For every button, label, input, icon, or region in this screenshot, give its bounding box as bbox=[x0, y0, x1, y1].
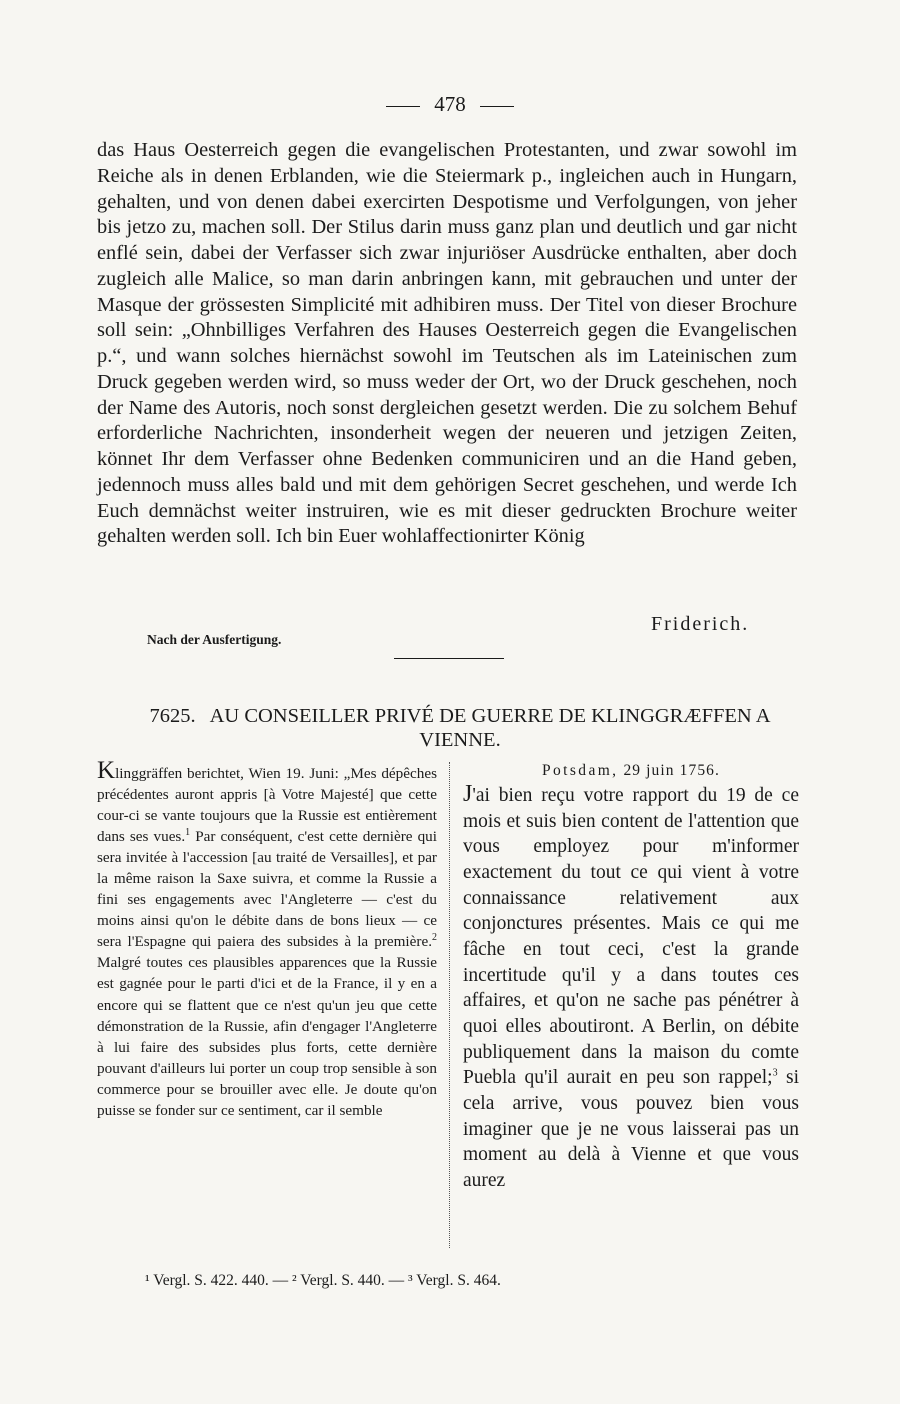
dateline bbox=[463, 760, 799, 782]
report-initial: K bbox=[97, 757, 116, 784]
letter-continuation bbox=[97, 138, 797, 550]
dateline-date: 29 juin 1756. bbox=[623, 762, 720, 779]
dateline-place: Potsdam, bbox=[541, 762, 619, 779]
source-note: Nach der Ausfertigung. bbox=[147, 632, 282, 647]
footnote-ref-1: 1 bbox=[185, 827, 191, 839]
report-text-3: Malgré toutes ces plausibles apparences que la Russie est gagnée pour le parti d'ici et de la France, il y en a encore qui se flattent que ce n'est qu'un jeu que cette démonstration de la Russie, afin d'engager l'Angleterre à lui faire des subsides plus forts, cette dernière pouvant d'ailleurs lui porter un coup trop sensible à son commerce pour se brouiller avec elle. Je doute qu'on puisse se fonder sur ce sentiment, car il semble bbox=[97, 954, 437, 1119]
signature: Friderich. bbox=[651, 613, 750, 635]
footnote-ref-2: 2 bbox=[432, 932, 437, 944]
section-divider bbox=[394, 658, 504, 659]
letter-text-2: si cela arrive, vous pouvez bien vous imaginer que je ne vous laisserai pas un moment au delà à Vienne et que vous aurez bbox=[463, 1067, 799, 1191]
letter-heading bbox=[120, 704, 800, 752]
letter-column bbox=[463, 760, 799, 1194]
report-summary bbox=[97, 757, 437, 1121]
letter-initial: J bbox=[463, 781, 473, 807]
letter-text-1: 'ai bien reçu votre rapport du 19 de ce mois et suis bien content de l'attention que vous employez pour m'informer exactement du tout ce qui vient à votre connaissance relativement aux conjonctures présentes. Mais ce qui me fâche en tout ceci, c'est la grande incertitude qu'il y a dans toutes ces affaires, et qu'on ne sache pas pénétrer à quoi elles aboutiront. A Berlin, on débite publiquement dans la maison du comte Puebla qu'il aurait en peu son rappel; bbox=[463, 785, 799, 1089]
report-summary-column bbox=[97, 757, 437, 1121]
letter-title: AU CONSEILLER PRIVÉ DE GUERRE DE KLINGGRÆFFEN A VIENNE. bbox=[209, 705, 771, 751]
letter-number: 7625. bbox=[149, 705, 196, 727]
page-number-value: 478 bbox=[434, 92, 466, 116]
report-text-1: linggräffen berichtet, Wien 19. Juni: „Mes dépêches précédentes auront appris [à Votre Majesté] que cette cour-ci se vante toujours que la Russie est entièrement dans ses vues. bbox=[97, 765, 437, 846]
letter-body bbox=[463, 782, 799, 1194]
footnote-ref-3: 3 bbox=[772, 1067, 778, 1079]
column-rule bbox=[449, 762, 450, 1248]
page-number-dash-left bbox=[386, 106, 420, 107]
footnotes: ¹ Vergl. S. 422. 440. — ² Vergl. S. 440. — ³ Vergl. S. 464. bbox=[145, 1272, 501, 1289]
page-number bbox=[0, 92, 900, 117]
report-text-2: Par conséquent, c'est cette dernière qui sera invitée à l'accession [au traité de Versailles], et par la même raison la Saxe suivra, et comme la Russie a fini ses engagements avec l'Angleterre — c'est du moins ainsi qu'on le débite dans de bons lieux — ce sera l'Espagne qui paiera des subsides à la première. bbox=[97, 828, 437, 951]
continuation-paragraph: das Haus Oesterreich gegen die evangelischen Protestanten, und zwar sowohl im Reiche als in denen Erblanden, wie die Steiermark p., ingleichen auch in Hungarn, gehalten, und von denen dabei exercirten Despotisme und Verfolgungen, von jeher bis jetzo zu, machen soll. Der Stilus darin muss ganz plan und deutlich und gar nicht enflé sein, dabei der Verfasser sich zwar injuriöser Ausdrücke enthalten, aber doch zugleich alle Malice, so man darin anbringen kann, mit gebrauchen und unter der Masque der grössesten Simplicité mit adhibiren muss. Der Titel von dieser Brochure soll sein: „Ohnbilliges Verfahren des Hauses Oesterreich gegen die Evangelischen p.“, und wann solches hiernächst sowohl im Teutschen als im Lateinischen zum Druck gegeben werden wird, so muss weder der Ort, wo der Druck geschehen, noch der Name des Autoris, noch sonst dergleichen gesetzt werden. Die zu solchem Behuf erforderliche Nachrichten, insonderheit wegen der neueren und jetzigen Zeiten, könnet Ihr dem Verfasser ohne Bedenken communiciren und an die Hand geben, jedennoch muss alles bald und mit dem gehörigen Secret geschehen, und werde Ich Euch demnächst weiter instruiren, wie es mit dieser gedruckten Brochure weiter gehalten werden soll. Ich bin Euer wohlaffectionirter König bbox=[97, 139, 797, 548]
page-number-dash-right bbox=[480, 106, 514, 107]
